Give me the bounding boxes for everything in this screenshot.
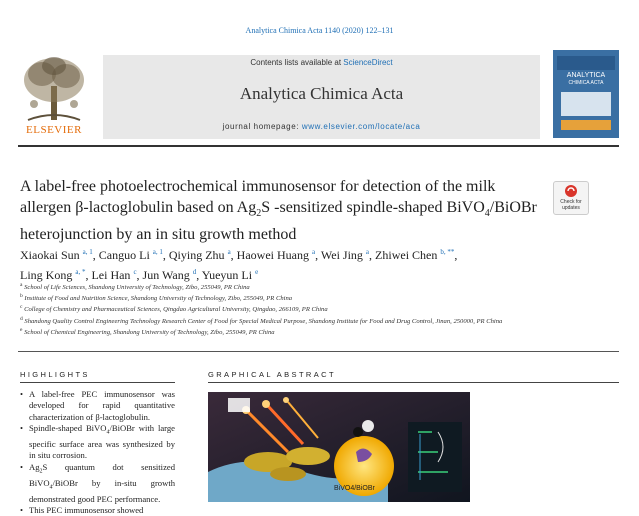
- author[interactable]: Ling Kong $^{a, *}$: [20, 268, 86, 282]
- cover-title-line1: ANALYTICA: [566, 72, 606, 79]
- journal-name: Analytica Chimica Acta: [239, 84, 404, 103]
- section-divider: [18, 351, 619, 352]
- cover-title-line2: CHIMICA ACTA: [568, 80, 604, 86]
- highlights-list: [20, 389, 175, 516]
- author-list: Xiaokai Sun $^{a, 1}$, Canguo Li $^{a, 1}$, Qiying Zhu $^a$, Haowei Huang $^a$, Wei Jing $^a$, Zhiwei Chen $^{b, **}$, Ling Kong $^{a, *}$, Lei Han $^c$, Jun Wang $^d$, Yueyun Li $^e$: [20, 248, 458, 282]
- graphical-abstract-heading: GRAPHICAL ABSTRACT: [208, 370, 336, 379]
- affiliation: $^d$ Shandong Quality Control Engineering Technology Research Center of Food for Special Medical Purpose, Shandong Institute for Food and Drug Control, Jinan, 250000, PR China: [20, 315, 503, 325]
- affiliation: $^a$ School of Life Sciences, Shandong University of Technology, Zibo, 255049, PR China: [20, 282, 250, 292]
- author[interactable]: Qiying Zhu $^a$: [168, 248, 231, 262]
- contents-prefix: Contents lists available at: [250, 58, 344, 67]
- publisher-name: ELSEVIER: [26, 124, 82, 136]
- affiliation: $^b$ Institute of Food and Nutrition Science, Shandong University of Technology, Zibo, 255049, PR China: [20, 293, 293, 303]
- author[interactable]: Haowei Huang $^a$: [236, 248, 316, 262]
- journal-homepage-link[interactable]: www.elsevier.com/locate/aca: [301, 122, 421, 131]
- author[interactable]: Jun Wang $^d$: [142, 268, 197, 282]
- highlight-item: • A label-free PEC immunosensor was developed for rapid quantitative characterization of β-lactoglobulin.: [20, 389, 175, 423]
- check-updates-line2: updates: [562, 205, 580, 211]
- graphical-abstract-image[interactable]: [208, 392, 470, 502]
- graphical-abstract-rule: [208, 382, 619, 383]
- author[interactable]: Yueyun Li $^e$: [201, 268, 259, 282]
- affiliation: $^c$ College of Chemistry and Pharmaceutical Sciences, Qingdao Agricultural University, Qingdao, 266109, PR China: [20, 304, 328, 314]
- check-updates-icon: [564, 184, 578, 198]
- author[interactable]: Canguo Li $^{a, 1}$: [98, 248, 163, 262]
- journal-cover[interactable]: [553, 50, 619, 138]
- ga-label: BiVO4/BiOBr: [334, 485, 375, 492]
- highlight-item: • This PEC immunosensor showed: [20, 505, 175, 516]
- affiliation-list: [20, 281, 620, 337]
- article-title: A label-free photoelectrochemical immunosensor for detection of the milk allergen β-lactoglobulin based on $Ag_2S$ -sensitized spindle-shaped BiVO$_4$/BiOBr heterojunction by an in situ growth method: [20, 178, 537, 244]
- author[interactable]: Xiaokai Sun $^{a, 1}$: [20, 248, 93, 262]
- elsevier-tree-logo: [18, 54, 90, 134]
- header-rule: [18, 145, 619, 147]
- highlights-heading: HIGHLIGHTS: [20, 370, 90, 379]
- journal-citation[interactable]: Analytica Chimica Acta 1140 (2020) 122–131: [245, 26, 394, 35]
- check-for-updates-badge[interactable]: [553, 181, 589, 215]
- cover-graphic: [561, 92, 611, 116]
- journal-homepage-line: [103, 122, 540, 131]
- check-updates-line1: Check for: [560, 199, 582, 205]
- highlight-item: • $Ag_2S$ quantum dot sensitized BiVO$_4$/BiOBr by in-situ growth demonstrated good PEC performance.: [20, 462, 175, 505]
- contents-line: [103, 58, 540, 67]
- highlights-rule: [20, 382, 175, 383]
- homepage-prefix: journal homepage:: [222, 122, 302, 131]
- author[interactable]: Zhiwei Chen $^{b, **}$: [375, 248, 455, 262]
- sciencedirect-link[interactable]: ScienceDirect: [343, 58, 393, 67]
- affiliation: $^e$ School of Chemical Engineering, Shandong University of Technology, Zibo, 255049, PR China: [20, 326, 275, 336]
- author[interactable]: Lei Han $^c$: [91, 268, 137, 282]
- graphical-abstract-illustration: [208, 392, 470, 502]
- author[interactable]: Wei Jing $^a$: [320, 248, 370, 262]
- highlight-item: • Spindle-shaped BiVO$_4$/BiOBr with large specific surface area was synthesized by in situ corrosion.: [20, 423, 175, 462]
